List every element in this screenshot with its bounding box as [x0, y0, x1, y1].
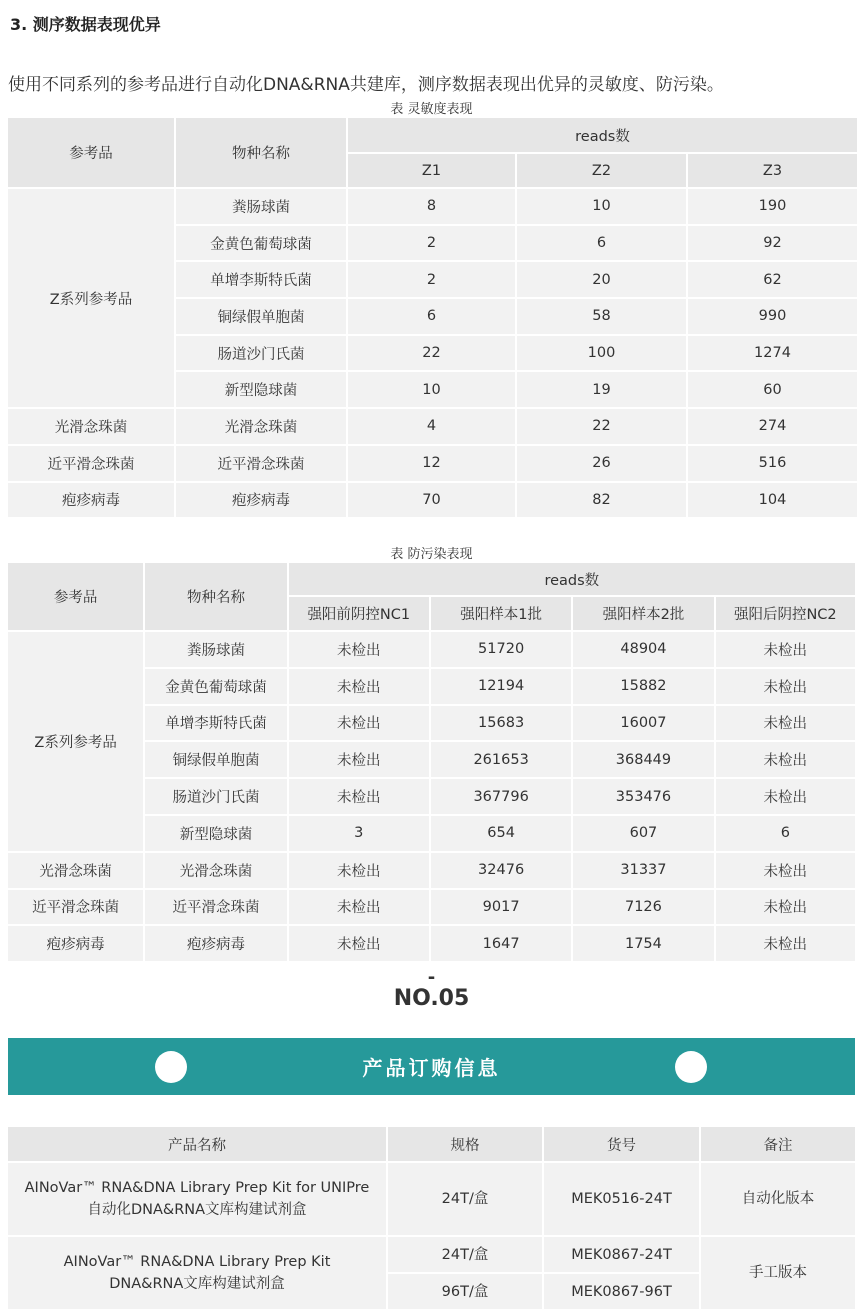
value-cell: 190 — [688, 189, 857, 224]
code-cell: MEK0867-24T — [544, 1237, 699, 1272]
product-name-cn: 自动化DNA&RNA文库构建试剂盒 — [87, 1202, 307, 1218]
value-cell: 12194 — [431, 669, 571, 704]
value-cell: 58 — [517, 299, 686, 334]
value-cell: 10 — [517, 189, 686, 224]
value-cell: 26 — [517, 446, 686, 481]
intro-paragraph: 使用不同系列的参考品进行自动化DNA&RNA共建库，测序数据表现出优异的灵敏度、防污染。 — [8, 75, 724, 95]
product-name-en: AINoVar™ RNA&DNA Library Prep Kit — [63, 1254, 331, 1270]
table-row — [8, 189, 857, 224]
group-cell: 疱疹病毒 — [8, 483, 174, 518]
code-cell: MEK0516-24T — [544, 1163, 699, 1235]
product-name-cell — [8, 1237, 386, 1309]
note-cell: 手工版本 — [701, 1237, 855, 1309]
value-cell: 261653 — [431, 742, 571, 777]
value-cell: 12 — [348, 446, 515, 481]
contamination-table — [6, 561, 857, 963]
section-title: 3. 测序数据表现优异 — [10, 15, 161, 34]
product-name-cell — [8, 1163, 386, 1235]
value-cell: 22 — [348, 336, 515, 371]
header-col: 强阳样本2批 — [573, 597, 713, 630]
table1-caption: 表 灵敏度表现 — [390, 102, 473, 117]
value-cell: 未检出 — [289, 779, 429, 814]
value-cell: 1754 — [573, 926, 713, 961]
value-cell: 未检出 — [716, 632, 855, 667]
value-cell: 990 — [688, 299, 857, 334]
header-code: 货号 — [544, 1127, 699, 1161]
value-cell: 16007 — [573, 706, 713, 741]
code-cell: MEK0867-96T — [544, 1274, 699, 1309]
sensitivity-table — [6, 116, 859, 519]
table-row — [8, 632, 855, 667]
value-cell: 6 — [517, 226, 686, 261]
value-cell: 48904 — [573, 632, 713, 667]
value-cell: 2 — [348, 226, 515, 261]
table-row — [8, 409, 857, 444]
value-cell: 62 — [688, 262, 857, 297]
species-cell: 粪肠球菌 — [145, 632, 286, 667]
species-cell: 疱疹病毒 — [145, 926, 286, 961]
value-cell: 32476 — [431, 853, 571, 888]
group-cell: 光滑念珠菌 — [8, 409, 174, 444]
spec-cell: 96T/盒 — [388, 1274, 542, 1309]
order-table — [6, 1125, 857, 1311]
header-spec: 规格 — [388, 1127, 542, 1161]
value-cell: 7126 — [573, 890, 713, 925]
value-cell: 15683 — [431, 706, 571, 741]
value-cell: 未检出 — [289, 669, 429, 704]
value-cell: 104 — [688, 483, 857, 518]
value-cell: 未检出 — [289, 742, 429, 777]
species-cell: 铜绿假单胞菌 — [145, 742, 286, 777]
section-number — [0, 967, 863, 1011]
species-cell: 粪肠球菌 — [176, 189, 346, 224]
value-cell: 未检出 — [289, 926, 429, 961]
value-cell: 353476 — [573, 779, 713, 814]
group-cell: Z系列参考品 — [8, 189, 174, 407]
value-cell: 70 — [348, 483, 515, 518]
value-cell: 6 — [716, 816, 855, 851]
group-cell: 近平滑念珠菌 — [8, 446, 174, 481]
species-cell: 光滑念珠菌 — [176, 409, 346, 444]
group-cell: 光滑念珠菌 — [8, 853, 143, 888]
value-cell: 60 — [688, 372, 857, 407]
value-cell: 未检出 — [716, 706, 855, 741]
species-cell: 新型隐球菌 — [176, 372, 346, 407]
spec-cell: 24T/盒 — [388, 1163, 542, 1235]
table-row — [8, 1237, 855, 1272]
banner-title: 产品订购信息 — [362, 1056, 501, 1080]
group-cell: Z系列参考品 — [8, 632, 143, 851]
header-species: 物种名称 — [176, 118, 346, 187]
table-row — [8, 483, 857, 518]
value-cell: 未检出 — [716, 926, 855, 961]
value-cell: 未检出 — [716, 742, 855, 777]
value-cell: 92 — [688, 226, 857, 261]
table-row — [8, 926, 855, 961]
species-cell: 光滑念珠菌 — [145, 853, 286, 888]
species-cell: 肠道沙门氏菌 — [176, 336, 346, 371]
group-cell: 疱疹病毒 — [8, 926, 143, 961]
value-cell: 20 — [517, 262, 686, 297]
value-cell: 22 — [517, 409, 686, 444]
section-number-dash: - — [427, 967, 436, 988]
value-cell: 未检出 — [289, 853, 429, 888]
spec-cell: 24T/盒 — [388, 1237, 542, 1272]
header-product-name: 产品名称 — [8, 1127, 386, 1161]
value-cell: 2 — [348, 262, 515, 297]
value-cell: 未检出 — [716, 890, 855, 925]
species-cell: 金黄色葡萄球菌 — [145, 669, 286, 704]
value-cell: 10 — [348, 372, 515, 407]
value-cell: 100 — [517, 336, 686, 371]
value-cell: 368449 — [573, 742, 713, 777]
header-species: 物种名称 — [145, 563, 286, 630]
value-cell: 82 — [517, 483, 686, 518]
value-cell: 未检出 — [289, 890, 429, 925]
table-row — [8, 1163, 855, 1235]
value-cell: 6 — [348, 299, 515, 334]
value-cell: 1274 — [688, 336, 857, 371]
value-cell: 未检出 — [716, 853, 855, 888]
species-cell: 近平滑念珠菌 — [145, 890, 286, 925]
header-col: Z2 — [517, 154, 686, 187]
header-col: Z3 — [688, 154, 857, 187]
species-cell: 金黄色葡萄球菌 — [176, 226, 346, 261]
section-number-label: NO.05 — [393, 986, 470, 1011]
circle-decoration-icon — [675, 1051, 707, 1083]
group-cell: 近平滑念珠菌 — [8, 890, 143, 925]
value-cell: 516 — [688, 446, 857, 481]
value-cell: 15882 — [573, 669, 713, 704]
header-ref: 参考品 — [8, 563, 143, 630]
header-col: Z1 — [348, 154, 515, 187]
value-cell: 3 — [289, 816, 429, 851]
value-cell: 8 — [348, 189, 515, 224]
value-cell: 未检出 — [716, 669, 855, 704]
value-cell: 274 — [688, 409, 857, 444]
species-cell: 单增李斯特氏菌 — [176, 262, 346, 297]
species-cell: 铜绿假单胞菌 — [176, 299, 346, 334]
header-note: 备注 — [701, 1127, 855, 1161]
value-cell: 19 — [517, 372, 686, 407]
value-cell: 654 — [431, 816, 571, 851]
header-reads: reads数 — [348, 118, 857, 152]
header-ref: 参考品 — [8, 118, 174, 187]
value-cell: 未检出 — [289, 632, 429, 667]
value-cell: 4 — [348, 409, 515, 444]
species-cell: 新型隐球菌 — [145, 816, 286, 851]
product-name-cn: DNA&RNA文库构建试剂盒 — [109, 1276, 285, 1292]
species-cell: 肠道沙门氏菌 — [145, 779, 286, 814]
species-cell: 疱疹病毒 — [176, 483, 346, 518]
species-cell: 近平滑念珠菌 — [176, 446, 346, 481]
value-cell: 607 — [573, 816, 713, 851]
table-row — [8, 853, 855, 888]
value-cell: 未检出 — [289, 706, 429, 741]
value-cell: 1647 — [431, 926, 571, 961]
header-col: 强阳样本1批 — [431, 597, 571, 630]
table-row — [8, 890, 855, 925]
table-row — [8, 446, 857, 481]
header-col: 强阳前阴控NC1 — [289, 597, 429, 630]
value-cell: 367796 — [431, 779, 571, 814]
product-name-en: AINoVar™ RNA&DNA Library Prep Kit for UNIPre — [24, 1180, 370, 1196]
header-reads: reads数 — [289, 563, 855, 595]
order-info-banner — [8, 1038, 855, 1095]
value-cell: 51720 — [431, 632, 571, 667]
table2-caption: 表 防污染表现 — [390, 547, 473, 562]
note-cell: 自动化版本 — [701, 1163, 855, 1235]
species-cell: 单增李斯特氏菌 — [145, 706, 286, 741]
value-cell: 9017 — [431, 890, 571, 925]
header-col: 强阳后阴控NC2 — [716, 597, 855, 630]
value-cell: 31337 — [573, 853, 713, 888]
value-cell: 未检出 — [716, 779, 855, 814]
